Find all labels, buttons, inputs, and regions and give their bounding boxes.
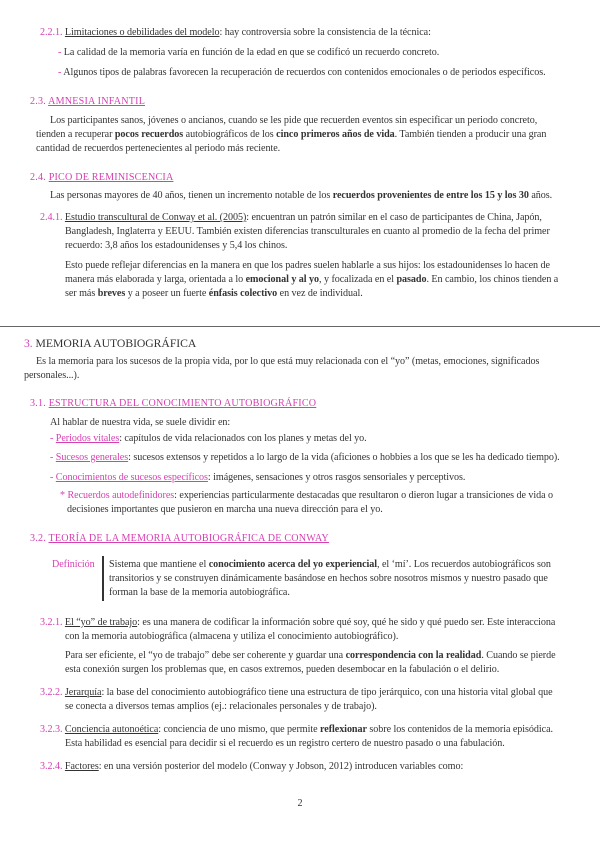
subsection-title: Estudio transcultural de Conway et al. (2005) bbox=[64, 212, 247, 223]
text: : hay controversia sobre la consistencia de la técnica: bbox=[219, 27, 431, 38]
text: personales...). bbox=[24, 370, 80, 381]
text: transitorios y se construyen dinámicamente basándose en hechos sobre nosotros mismos y nuestro pasado que bbox=[109, 573, 548, 584]
text: Para ser eficiente, el “yo de trabajo” debe ser coherente y guardar una bbox=[65, 650, 346, 661]
paragraph-line bbox=[65, 239, 287, 253]
term: Recuerdos autodefinidores bbox=[67, 490, 175, 501]
section-number: 3.2.2. bbox=[40, 687, 63, 698]
text: , el ‘mí’. Los recuerdos autobiográficos son bbox=[377, 559, 551, 570]
section-heading-2-3 bbox=[30, 95, 145, 109]
text: . Cuando se pierde bbox=[481, 650, 556, 661]
list-item bbox=[50, 471, 465, 485]
text: decisiones importantes que pusieron en marcha una nueva dirección para el yo. bbox=[67, 504, 383, 515]
definition-label bbox=[52, 558, 95, 572]
dash-bullet-icon: - bbox=[50, 472, 54, 483]
subsection-title: El “yo” de trabajo bbox=[64, 617, 138, 628]
text: con la memoria autobiográfica (almacena y utiliza el conocimiento autobiográfico). bbox=[65, 631, 399, 642]
term: Sucesos generales bbox=[55, 452, 129, 463]
section-number: 3.2. bbox=[30, 533, 46, 544]
text: cantidad de recuerdos pertenecientes al periodo más reciente. bbox=[36, 143, 281, 154]
list-item bbox=[50, 451, 560, 465]
section-heading-2-4 bbox=[30, 171, 173, 185]
text: Las personas mayores de 40 años, tienen un incremento notable de los bbox=[50, 190, 333, 201]
definition-bar bbox=[102, 556, 104, 601]
emphasis: pocos recuerdos bbox=[114, 129, 184, 140]
dash-bullet-icon: - bbox=[58, 47, 62, 58]
text: ser más bbox=[65, 288, 98, 299]
paragraph-line bbox=[36, 128, 546, 142]
paragraph-line bbox=[65, 225, 550, 239]
emphasis: énfasis colectivo bbox=[208, 288, 278, 299]
section-number: 2.4.1. bbox=[40, 212, 63, 223]
text: esta conexión surgen los problemas que, en casos extremos, pueden desembocar en la fabulación o el delirio. bbox=[65, 664, 500, 675]
text: se conecta a diversos temas amplios (ej.: relacionales personales y de trabajo). bbox=[65, 701, 377, 712]
text: : en una versión posterior del modelo (Conway y Jobson, 2012) introducen variables como: bbox=[98, 761, 464, 772]
emphasis: breves bbox=[97, 288, 126, 299]
paragraph-line bbox=[67, 503, 383, 517]
section-number: 2.4. bbox=[30, 172, 46, 183]
subsection-3-2-2 bbox=[40, 686, 553, 700]
section-number: 3.2.3. bbox=[40, 724, 63, 735]
chapter-title: MEMORIA AUTOBIOGRÁFICA bbox=[35, 337, 197, 350]
text: Los participantes sanos, jóvenes o ancianos, cuando se les pide que recuerden eventos sin especificar un periodo concreto, bbox=[50, 115, 538, 126]
paragraph-line bbox=[65, 649, 556, 663]
section-number: 2.3. bbox=[30, 96, 46, 107]
section-number: 2.2.1. bbox=[40, 27, 63, 38]
dash-bullet-icon: - bbox=[50, 452, 54, 463]
sub-list-item bbox=[60, 489, 553, 503]
paragraph-line bbox=[65, 663, 499, 677]
paragraph-line bbox=[36, 142, 280, 156]
page-number bbox=[0, 797, 600, 811]
bullet-item bbox=[58, 46, 439, 60]
emphasis: pasado bbox=[396, 274, 427, 285]
text: sobre los contenidos de la memoria episódica. bbox=[366, 724, 554, 735]
paragraph-line bbox=[65, 737, 505, 751]
subsection-title: Limitaciones o debilidades del modelo bbox=[64, 27, 220, 38]
text: . También tienden a producir una gran bbox=[394, 129, 547, 140]
emphasis: correspondencia con la realidad bbox=[345, 650, 482, 661]
subsection-3-2-4 bbox=[40, 760, 463, 774]
text: Bangladesh, Inglaterra y EEUU. También existen diferencias transculturales en cuanto al promedio de la fecha del primer bbox=[65, 226, 550, 237]
emphasis: emocional y al yo bbox=[245, 274, 320, 285]
text: : experiencias particularmente destacadas que resultaron o dieron lugar a transiciones de vida o bbox=[174, 490, 554, 501]
section-title: AMNESIA INFANTIL bbox=[48, 96, 146, 107]
subsection-3-2-1 bbox=[40, 616, 555, 630]
subsection-title: Jerarquía bbox=[64, 687, 102, 698]
paragraph-line bbox=[65, 700, 377, 714]
label-text: Definición bbox=[52, 559, 95, 570]
paragraph-line bbox=[65, 259, 550, 273]
paragraph-line bbox=[50, 416, 230, 430]
term: Periodos vitales bbox=[55, 433, 120, 444]
paragraph-line bbox=[24, 369, 79, 383]
paragraph-line bbox=[50, 114, 537, 128]
dash-bullet-icon: - bbox=[50, 433, 54, 444]
definition-line bbox=[109, 572, 548, 586]
text: . En cambio, los chinos tienden a bbox=[426, 274, 559, 285]
section-title: TEORÍA DE LA MEMORIA AUTOBIOGRÁFICA DE CONWAY bbox=[48, 533, 329, 544]
text: : capítulos de vida relacionados con los planes y metas del yo. bbox=[119, 433, 367, 444]
section-number: 3. bbox=[24, 337, 33, 350]
text: : imágenes, sensaciones y otros rasgos sensoriales y perceptivos. bbox=[207, 472, 466, 483]
subsection-3-2-3 bbox=[40, 723, 553, 737]
paragraph-line bbox=[65, 273, 558, 287]
text: Esto puede reflejar diferencias en la manera en que los padres suelen hablarle a sus hijos: los estadounidenses lo hacen de bbox=[65, 260, 550, 271]
text: , y focalizada en el bbox=[319, 274, 397, 285]
asterisk-bullet-icon: * bbox=[60, 490, 65, 501]
paragraph-line bbox=[65, 287, 363, 301]
text: Al hablar de nuestra vida, se suele dividir en: bbox=[50, 417, 231, 428]
section-divider bbox=[0, 326, 600, 327]
emphasis: cinco primeros años de vida bbox=[276, 129, 395, 140]
emphasis: conocimiento acerca del yo experiencial bbox=[208, 559, 378, 570]
section-heading-3-2 bbox=[30, 532, 329, 546]
text: Esta habilidad es esencial para decidir si el recuerdo es un registro certero de nuestro pasado o una fabulación. bbox=[65, 738, 505, 749]
paragraph-line bbox=[65, 630, 398, 644]
subsection-title: Conciencia autonoética bbox=[64, 724, 159, 735]
text: manera más elaborada y larga, orientada a lo bbox=[65, 274, 246, 285]
subsection-2-2-1 bbox=[40, 26, 431, 40]
paragraph-line bbox=[50, 189, 552, 203]
section-title: ESTRUCTURA DEL CONOCIMIENTO AUTOBIOGRÁFICO bbox=[48, 398, 317, 409]
chapter-heading-3 bbox=[24, 337, 196, 351]
text: autobiográficos de los bbox=[183, 129, 277, 140]
text: : encuentran un patrón similar en el caso de participantes de China, Japón, bbox=[246, 212, 542, 223]
text: recuerdo: 3,8 años los estadounidenses y 5,4 los chinos. bbox=[65, 240, 288, 251]
list-item bbox=[50, 432, 367, 446]
section-title: PICO DE REMINISCENCIA bbox=[48, 172, 174, 183]
term: Conocimientos de sucesos específicos bbox=[55, 472, 208, 483]
emphasis: recuerdos provenientes de entre los 15 y los 30 bbox=[332, 190, 529, 201]
section-heading-3-1 bbox=[30, 397, 316, 411]
text: y a poseer un fuerte bbox=[125, 288, 209, 299]
section-number: 3.2.1. bbox=[40, 617, 63, 628]
bullet-text: Algunos tipos de palabras favorecen la recuperación de recuerdos con contenidos emocionales o de periodos específicos. bbox=[63, 67, 546, 78]
definition-line bbox=[109, 558, 551, 572]
paragraph-line bbox=[36, 355, 539, 369]
emphasis: reflexionar bbox=[320, 724, 367, 735]
text: : conciencia de uno mismo, que permite bbox=[158, 724, 321, 735]
subsection-title: Factores bbox=[64, 761, 99, 772]
text: Es la memoria para los sucesos de la propia vida, por lo que está muy relacionada con el “yo” (metas, emociones, significados bbox=[36, 356, 540, 367]
text: años. bbox=[528, 190, 553, 201]
text: tienden a recuperar bbox=[36, 129, 115, 140]
text: forman la base de la memoria autobiográfica. bbox=[109, 587, 290, 598]
bullet-text: La calidad de la memoria varía en función de la edad en que se codificó un recuerdo concreto. bbox=[63, 47, 440, 58]
section-number: 3.1. bbox=[30, 398, 46, 409]
text: : la base del conocimiento autobiográfico tiene una estructura de tipo jerárquico, con una historia vital global que bbox=[101, 687, 553, 698]
page-number-text: 2 bbox=[297, 798, 303, 809]
text: Sistema que mantiene el bbox=[109, 559, 209, 570]
text: en vez de individual. bbox=[277, 288, 363, 299]
definition-line bbox=[109, 586, 290, 600]
text: : es una manera de codificar la información sobre qué soy, qué he sido y qué puedo ser. Este interacciona bbox=[137, 617, 556, 628]
text: : sucesos extensos y repetidos a lo largo de la vida (aficiones o hobbies a los que se les ha dedicado tiempo). bbox=[128, 452, 560, 463]
dash-bullet-icon: - bbox=[58, 67, 62, 78]
subsection-2-4-1 bbox=[40, 211, 542, 225]
section-number: 3.2.4. bbox=[40, 761, 63, 772]
bullet-item bbox=[58, 66, 546, 80]
